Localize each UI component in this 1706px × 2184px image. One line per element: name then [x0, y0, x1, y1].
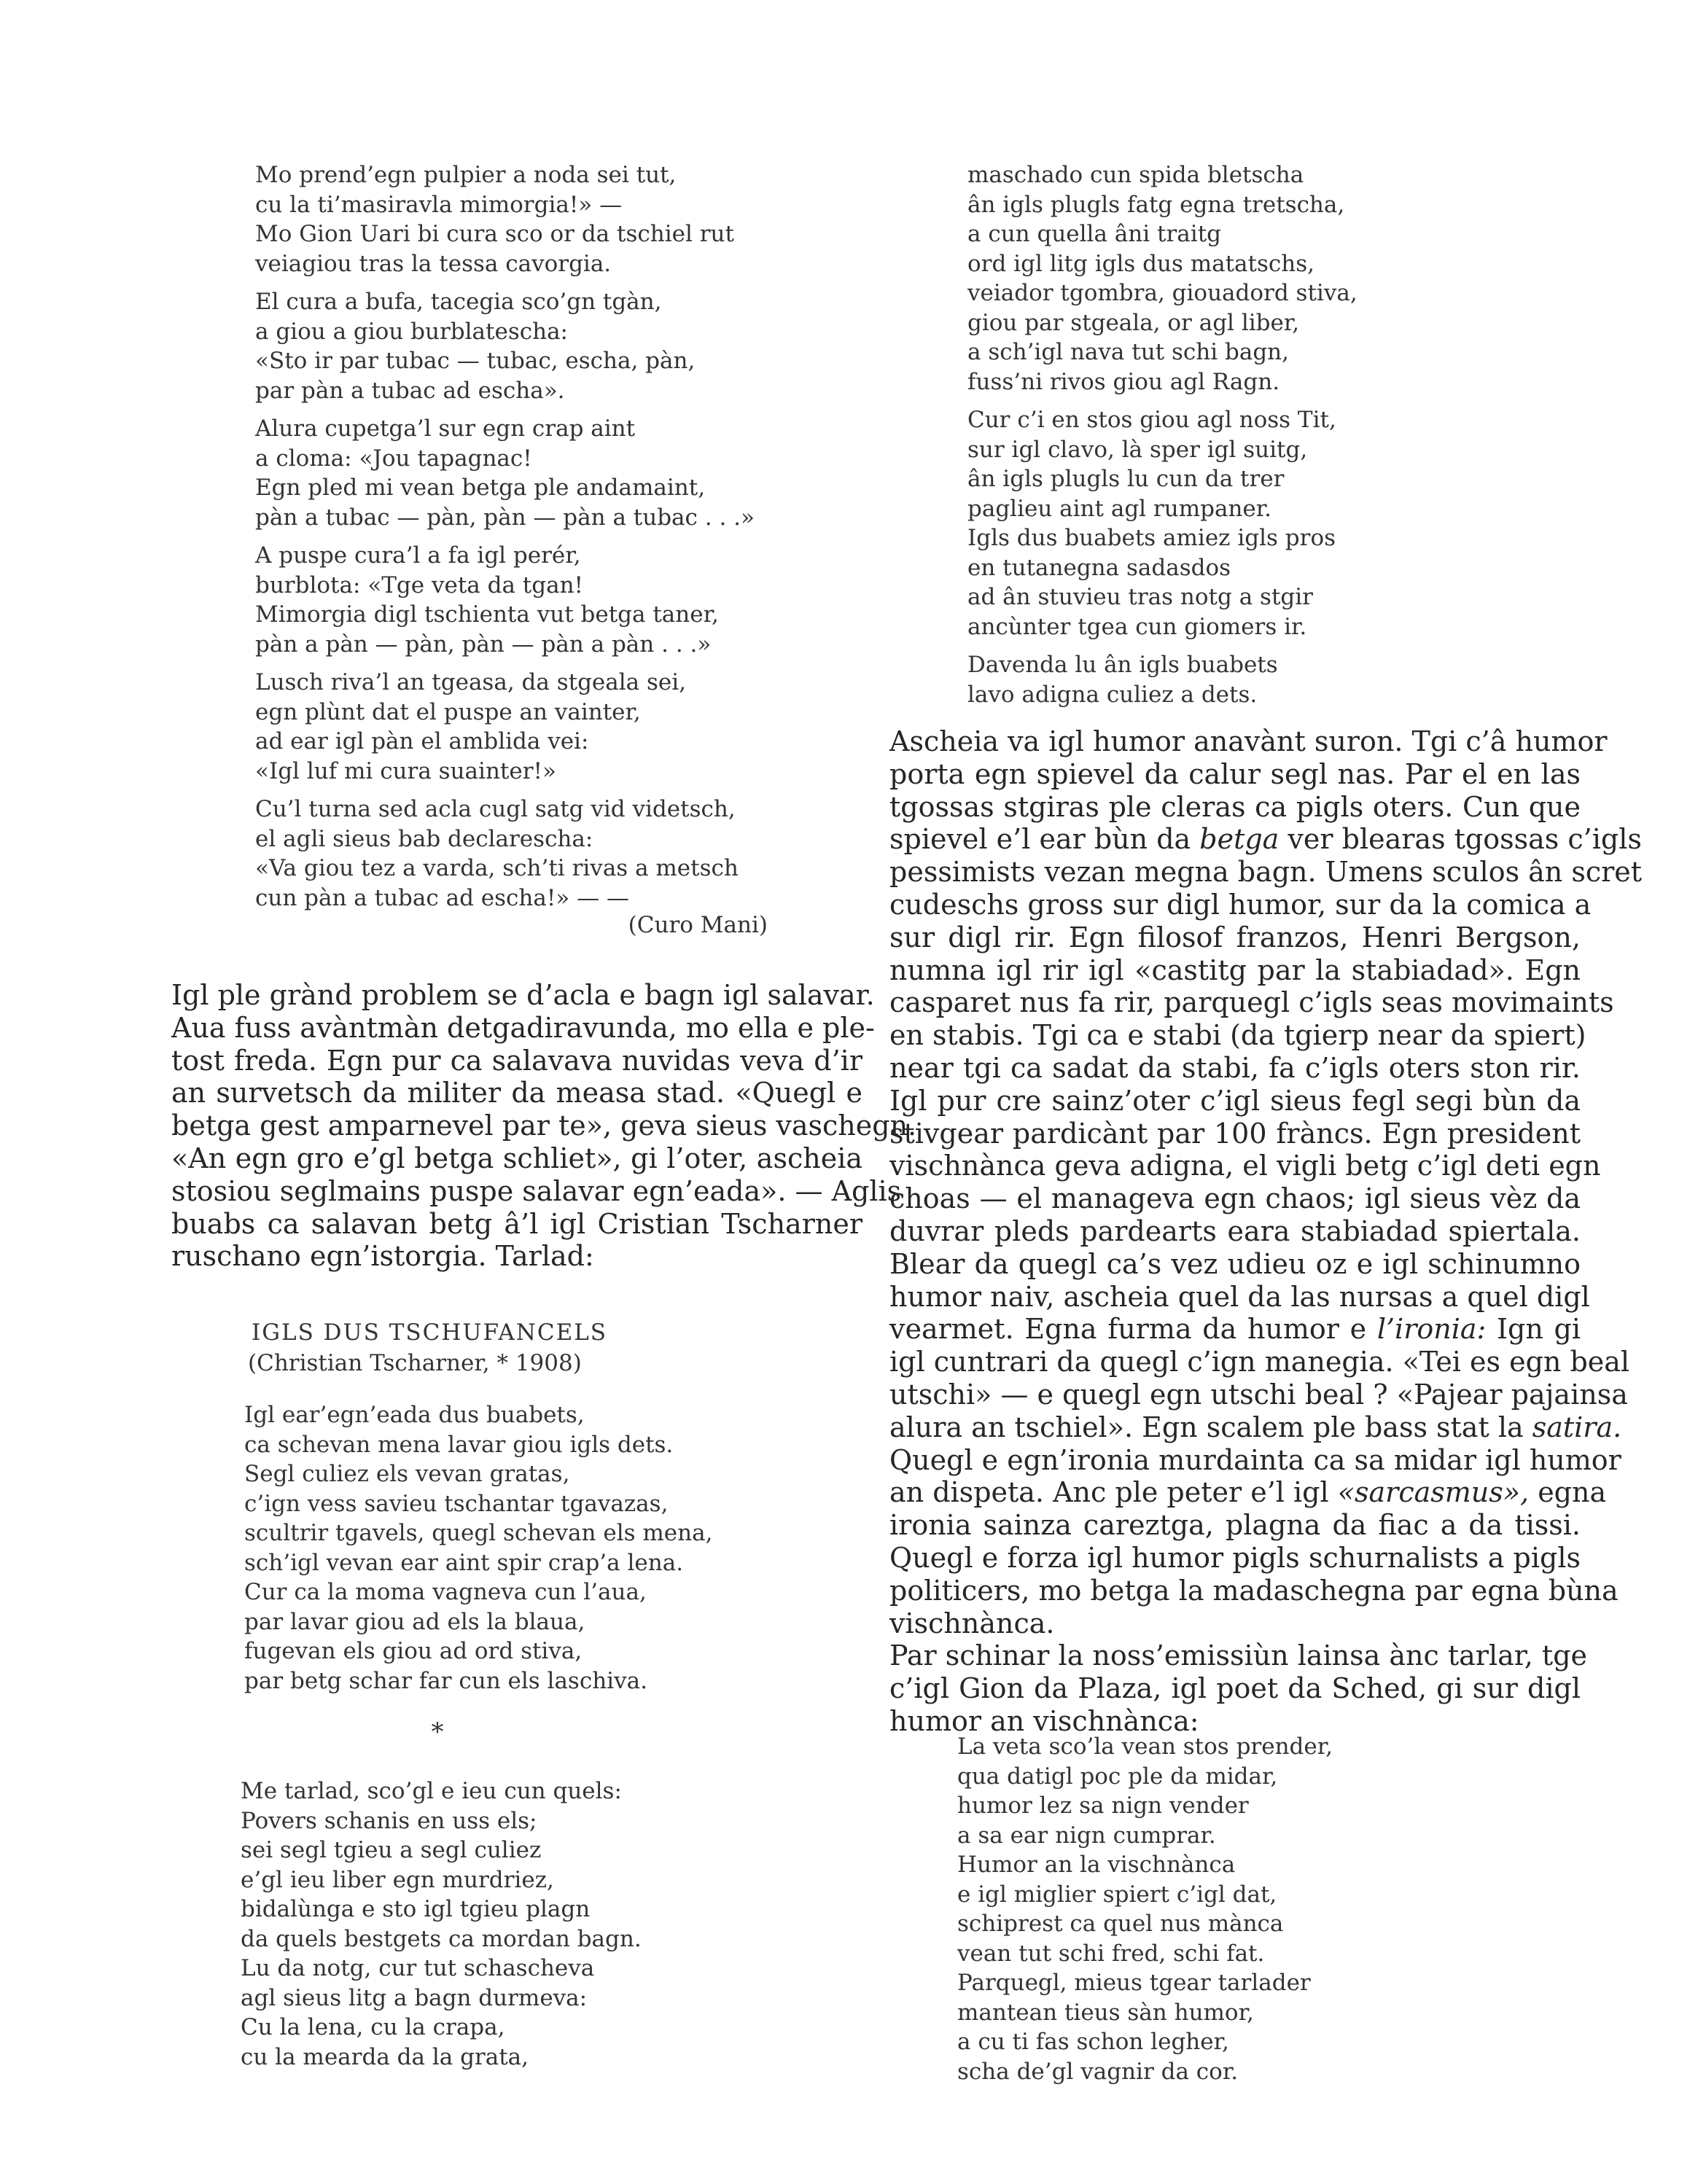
verse-line: e’gl ieu liber egn murdriez,	[241, 1866, 554, 1893]
verse-line: «Igl luf mi cura suainter!»	[255, 757, 556, 784]
prose-line: stosiou seglmains puspe salavar egn’eada». — Aglis	[171, 1174, 902, 1207]
stanza	[255, 287, 809, 405]
prose-line: ruschano egn’istorgia. Tarlad:	[171, 1240, 594, 1273]
stanza	[255, 668, 809, 786]
verse-line: paglieu aint agl rumpaner.	[967, 495, 1272, 522]
verse-line: Lu da notg, cur tut schascheva	[241, 1955, 595, 1981]
verse-line: Segl culiez els vevan gratas,	[244, 1461, 570, 1487]
verse-line: ord igl litg igls dus matatschs,	[967, 250, 1314, 277]
verse-line: sch’igl vevan ear aint spir crap’a lena.	[244, 1549, 684, 1576]
verse-line: ad ear igl pàn el amblida vei:	[255, 728, 589, 754]
prose-line: politicers, mo betga la madaschegna par egna bùna	[889, 1574, 1619, 1607]
stanza	[967, 160, 1478, 397]
prose-line: duvrar pleds pardearts eara stabiadad spiertala.	[889, 1214, 1581, 1247]
prose-line: an dispeta. Anc ple peter e’l igl «sarcasmus», egna	[889, 1476, 1607, 1509]
verse-line: Igl ear’egn’eada dus buabets,	[244, 1402, 585, 1428]
prose-line: tost freda. Egn pur ca salavava nuvidas veva d’ir	[171, 1044, 862, 1077]
verse-line: giou par stgeala, or agl liber,	[967, 309, 1300, 336]
final-poem	[957, 1732, 1468, 2086]
verse-line: ancùnter tgea cun giomers ir.	[967, 613, 1307, 640]
verse-line: Lusch riva’l an tgeasa, da stgeala sei,	[255, 669, 687, 695]
verse-line: vean tut schi fred, schi fat.	[957, 1940, 1265, 1967]
verse-line: ân igls plugls fatg egna tretscha,	[967, 191, 1345, 218]
verse-line: a sa ear nign cumprar.	[957, 1822, 1216, 1849]
verse-line: par lavar giou ad els la blaua,	[244, 1608, 585, 1635]
verse-line: veiador tgombra, giouadord stiva,	[967, 280, 1358, 306]
poem-title: IGLS DUS TSCHUFANCELS	[252, 1319, 608, 1346]
verse-line: ad ân stuvieu tras notg a stgir	[967, 584, 1313, 610]
prose-line: stivgear pardicànt par 100 fràncs. Egn president	[889, 1117, 1581, 1150]
verse-line: veiagiou tras la tessa cavorgia.	[255, 250, 612, 277]
verse-line: da quels bestgets ca mordan bagn.	[241, 1925, 642, 1952]
prose-line: Quegl e forza igl humor pigls schurnalists a pigls	[889, 1541, 1581, 1574]
verse-separator-star: *	[431, 1717, 444, 1747]
verse-line: e igl miglier spiert c’igl dat,	[957, 1881, 1277, 1908]
prose-line: c’igl Gion da Plaza, igl poet da Sched, gi sur digl	[889, 1672, 1581, 1705]
left-poem	[255, 160, 809, 921]
verse-line: A puspe cura’l a fa igl perér,	[255, 542, 581, 569]
verse-line: «Sto ir par tubac — tubac, escha, pàn,	[255, 348, 696, 374]
stanza	[255, 795, 809, 913]
verse-line: cun pàn a tubac ad escha!» — —	[255, 884, 629, 911]
verse-line: cu la mearda da la grata,	[241, 2043, 529, 2070]
verse-line: en tutanegna sadasdos	[967, 554, 1231, 581]
verse-line: Mimorgia digl tschienta vut betga taner,	[255, 601, 719, 628]
verse-line: Me tarlad, sco’gl e ieu cun quels:	[241, 1778, 622, 1804]
prose-line: vearmet. Egna furma da humor e l’ironia: Ign gi	[889, 1313, 1581, 1346]
verse-line: ân igls plugls lu cun da trer	[967, 466, 1285, 492]
verse-line: Cur c’i en stos giou agl noss Tit,	[967, 407, 1336, 433]
verse-line: par pàn a tubac ad escha».	[255, 377, 565, 404]
stanza	[255, 414, 809, 532]
verse-line: pàn a tubac — pàn, pàn — pàn a tubac . . .»	[255, 504, 755, 531]
verse-line: sur igl clavo, là sper igl suitg,	[967, 436, 1308, 463]
prose-line: buabs ca salavan betg â’l igl Cristian Tscharner	[171, 1207, 862, 1240]
stanza	[967, 405, 1478, 641]
verse-line: Alura cupetga’l sur egn crap aint	[255, 416, 636, 442]
prose-line: vischnànca.	[889, 1607, 1055, 1639]
verse-line: «Va giou tez a varda, sch’ti rivas a metsch	[255, 855, 739, 881]
verse-line: par betg schar far cun els laschiva.	[244, 1667, 647, 1694]
prose-line: betga gest amparnevel par te», geva sieus vaschegn.	[171, 1109, 917, 1142]
prose-line: spievel e’l ear bùn da betga ver blearas tgossas c’igls	[889, 823, 1642, 856]
verse-line: el agli sieus bab declarescha:	[255, 825, 593, 852]
verse-line: Povers schanis en uss els;	[241, 1807, 537, 1834]
prose-line: igl cuntrari da quegl c’ign manegia. «Tei es egn beal	[889, 1346, 1630, 1378]
verse-line: cu la ti’masiravla mimorgia!» —	[255, 191, 623, 218]
verse-line: sei segl tgieu a segl culiez	[241, 1837, 542, 1863]
verse-line: agl sieus litg a bagn durmeva:	[241, 1984, 588, 2011]
verse-line: fuss’ni rivos giou agl Ragn.	[967, 368, 1280, 395]
verse-line: a sch’igl nava tut schi bagn,	[967, 339, 1289, 365]
verse-line: egn plùnt dat el puspe an vainter,	[255, 698, 641, 725]
verse-line: pàn a pàn — pàn, pàn — pàn a pàn . . .»	[255, 631, 712, 658]
verse-line: bidalùnga e sto igl tgieu plagn	[241, 1896, 591, 1922]
poem-author: (Christian Tscharner, * 1908)	[248, 1350, 582, 1376]
prose-line: Blear da quegl ca’s vez udieu oz e igl schinumno	[889, 1247, 1581, 1280]
right-prose	[889, 725, 1643, 1738]
left-prose	[171, 979, 917, 1273]
verse-line: Igls dus buabets amiez igls pros	[967, 525, 1336, 551]
prose-line: en stabis. Tgi ca e stabi (da tgierp near da spiert)	[889, 1019, 1586, 1052]
prose-line: near tgi ca sadat da stabi, fa c’igls oters ston rir.	[889, 1051, 1581, 1084]
prose-line: alura an tschiel». Egn scalem ple bass stat la satira.	[889, 1411, 1622, 1443]
prose-line: an survetsch da militer da measa stad. «Quegl e	[171, 1077, 862, 1109]
verse-line: El cura a bufa, tacegia sco’gn tgàn,	[255, 289, 662, 315]
second-poem-continuation	[967, 160, 1478, 718]
prose-line: pessimists vezan megna bagn. Umens sculos ân scret	[889, 856, 1643, 889]
prose-line: Aua fuss avàntmàn detgadiravunda, mo ella e ple-	[171, 1011, 875, 1044]
verse-line: Egn pled mi vean betga ple andamaint,	[255, 475, 706, 501]
verse-line: humor lez sa nign vender	[957, 1793, 1249, 1819]
second-poem-lines	[244, 1400, 827, 1696]
prose-line: vischnànca geva adigna, el vigli betg c’igl deti egn	[889, 1150, 1601, 1182]
stanza	[255, 541, 809, 659]
prose-line: porta egn spievel da calur segl nas. Par el en las	[889, 757, 1581, 790]
prose-line: ironia sainza careztga, plagna da fiac a da tissi.	[889, 1509, 1581, 1542]
verse-line: ca schevan mena lavar giou igls dets.	[244, 1431, 674, 1458]
verse-line: a cloma: «Jou tapagnac!	[255, 445, 532, 472]
verse-line: Humor an la vischnànca	[957, 1852, 1236, 1878]
prose-line: sur digl rir. Egn filosof franzos, Henri Bergson,	[889, 921, 1581, 953]
stanza	[967, 650, 1478, 709]
prose-line: Igl ple grànd problem se d’acla e bagn igl salavar.	[171, 979, 875, 1011]
verse-line: maschado cun spida bletscha	[967, 162, 1304, 188]
verse-line: a giou a giou burblatescha:	[255, 318, 568, 345]
verse-line: mantean tieus sàn humor,	[957, 1999, 1254, 2026]
verse-line: burblota: «Tge veta da tgan!	[255, 572, 584, 598]
prose-line: «An egn gro e’gl betga schliet», gi l’oter, ascheia	[171, 1142, 862, 1174]
prose-line: tgossas stgiras ple cleras ca pigls oters. Cun que	[889, 790, 1581, 823]
prose-line: humor naiv, ascheia quel da las nursas a quel digl	[889, 1280, 1590, 1313]
prose-line: Ascheia va igl humor anavànt suron. Tgi c’â humor	[889, 725, 1608, 757]
verse-line: scha de’gl vagnir da cor.	[957, 2058, 1239, 2085]
prose-line: Igl pur cre sainz’oter c’igl sieus fegl segi bùn da	[889, 1084, 1581, 1117]
verse-line: Mo Gion Uari bi cura sco or da tschiel rut	[255, 221, 734, 247]
verse-line: Cur ca la moma vagneva cun l’aua,	[244, 1579, 647, 1605]
prose-line: choas — el manageva egn chaos; igl sieus vèz da	[889, 1182, 1581, 1215]
prose-line: numna igl rir igl «castitg par la stabiadad». Egn	[889, 953, 1581, 986]
verse-line: a cu ti fas schon legher,	[957, 2029, 1229, 2055]
prose-line: casparet nus fa rir, parquegl c’igls seas movimaints	[889, 986, 1614, 1019]
verse-line: Cu la lena, cu la crapa,	[241, 2014, 505, 2040]
verse-line: c’ign vess savieu tschantar tgavazas,	[244, 1490, 669, 1517]
second-poem-lines-after-star	[241, 1777, 824, 2072]
verse-line: a cun quella âni traitg	[967, 221, 1221, 247]
poem-attribution: (Curo Mani)	[628, 912, 768, 938]
verse-line: Parquegl, mieus tgear tarlader	[957, 1970, 1311, 1996]
verse-line: schiprest ca quel nus mànca	[957, 1911, 1284, 1937]
prose-line: Par schinar la noss’emissiùn lainsa ànc tarlar, tge	[889, 1639, 1588, 1672]
verse-line: fugevan els giou ad ord stiva,	[244, 1638, 583, 1664]
verse-line: La veta sco’la vean stos prender,	[957, 1733, 1333, 1760]
prose-line: cudeschs gross sur digl humor, sur da la comica a	[889, 888, 1592, 921]
prose-line: Quegl e egn’ironia murdainta ca sa midar igl humor	[889, 1443, 1621, 1476]
prose-line: humor an vischnànca:	[889, 1704, 1199, 1737]
prose-line: utschi» — e quegl egn utschi beal ? «Pajear pajainsa	[889, 1378, 1628, 1411]
verse-line: scultrir tgavels, quegl schevan els mena,	[244, 1520, 713, 1546]
verse-line: qua datigl poc ple da midar,	[957, 1763, 1278, 1790]
verse-line: Davenda lu ân igls buabets	[967, 652, 1278, 678]
stanza	[255, 160, 809, 278]
verse-line: lavo adigna culiez a dets.	[967, 681, 1258, 708]
verse-line: Mo prend’egn pulpier a noda sei tut,	[255, 162, 677, 188]
verse-line: Cu’l turna sed acla cugl satg vid videtsch,	[255, 796, 736, 822]
